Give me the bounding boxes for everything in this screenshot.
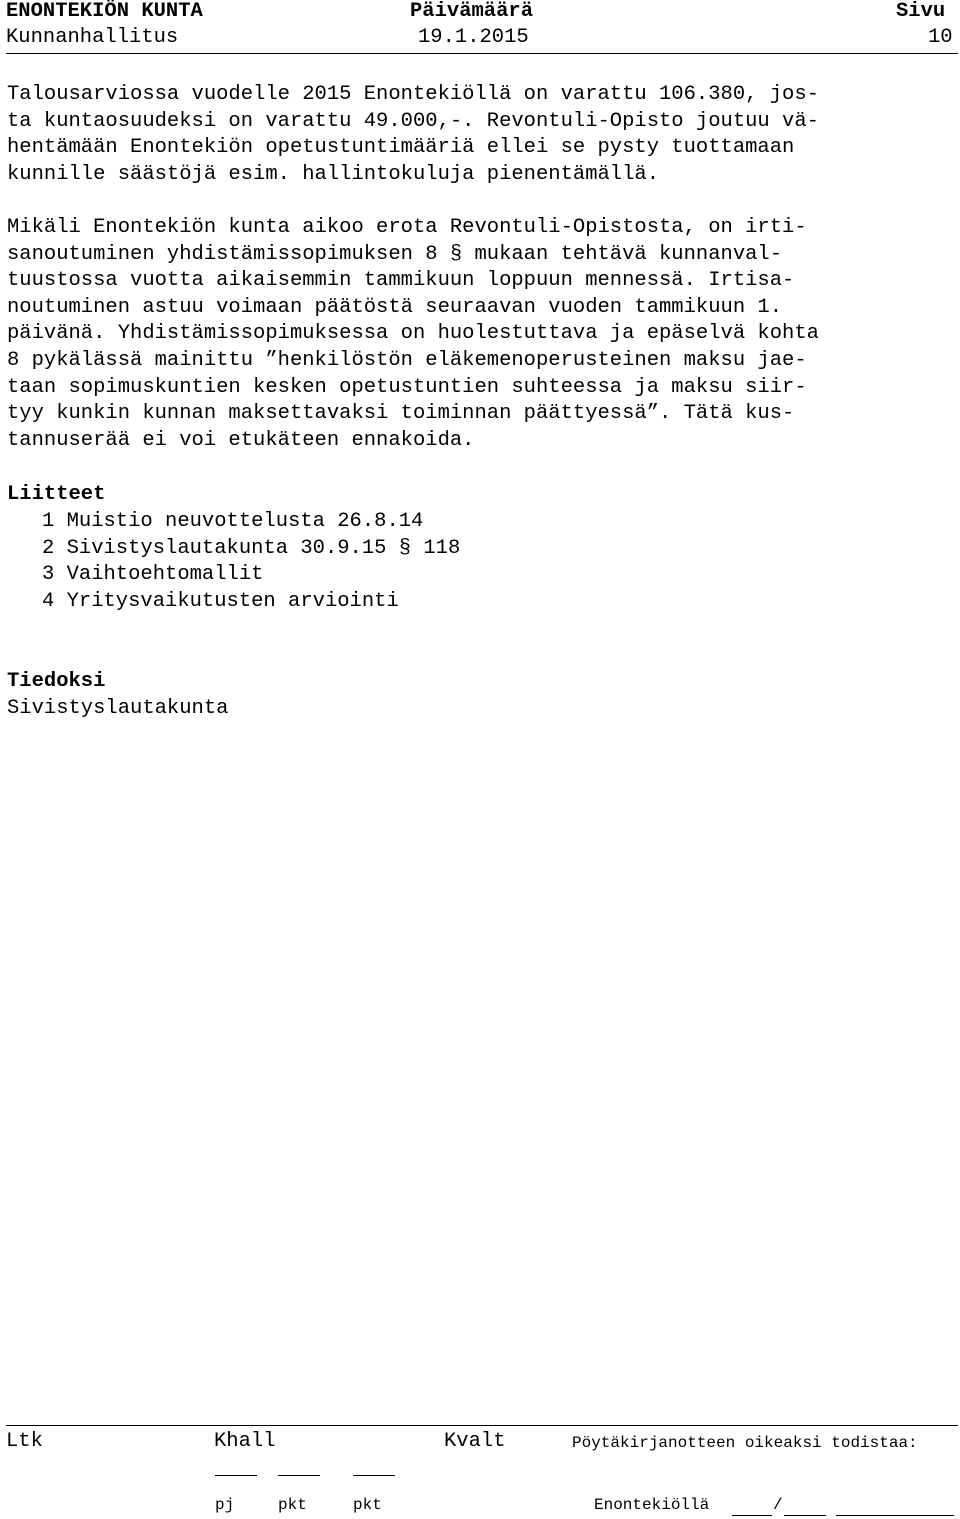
org-name: ENONTEKIÖN KUNTA — [6, 0, 203, 23]
text-line: kunnille säästöjä esim. hallintokuluja pienentämällä. — [7, 162, 660, 186]
date-label: Päivämäärä — [410, 0, 534, 23]
page-label: Sivu — [896, 0, 946, 23]
footer-pkt: pkt — [278, 1496, 307, 1514]
text-line: tuustossa vuotta aikaisemmin tammikuun loppuun mennessä. Irtisa- — [7, 269, 795, 293]
text-line: 8 pykälässä mainittu ”henkilöstön eläkemenoperusteinen maksu jae- — [7, 348, 807, 372]
date-month-blank — [784, 1515, 826, 1516]
text-line: noutuminen astuu voimaan päätöstä seuraavan vuoden tammikuun 1. — [7, 295, 783, 319]
attachment-item: 4 Yritysvaikutusten arviointi — [42, 589, 399, 613]
attachment-item: 1 Muistio neuvottelusta 26.8.14 — [42, 510, 424, 533]
paragraph-budget — [7, 82, 819, 188]
header-rule — [6, 53, 958, 54]
footer-certify: Pöytäkirjanotteen oikeaksi todistaa: — [572, 1434, 918, 1452]
signature-blank — [278, 1475, 320, 1476]
page-number: 10 — [928, 26, 953, 49]
date-day-blank — [732, 1515, 772, 1516]
text-line: päivänä. Yhdistämissopimuksessa on huolestuttava ja epäselvä kohta — [7, 322, 819, 346]
attachments-heading: Liitteet — [7, 483, 106, 506]
footer-rule — [6, 1425, 958, 1426]
text-line: hentämään Enontekiön opetustuntimääriä ellei se pysty tuottamaan — [7, 136, 795, 160]
text-line: sanoutuminen yhdistämissopimuksen 8 § mukaan tehtävä kunnanval- — [7, 242, 783, 266]
footer-place: Enontekiöllä — [594, 1496, 710, 1514]
footer-kvalt: Kvalt — [444, 1430, 506, 1453]
paragraph-resignation — [7, 215, 819, 454]
text-line: Mikäli Enontekiön kunta aikoo erota Revontuli-Opistosta, on irti- — [7, 216, 807, 239]
signature-blank — [353, 1475, 395, 1476]
footer-ltk: Ltk — [6, 1430, 43, 1453]
meeting-date: 19.1.2015 — [418, 26, 529, 49]
notify-recipient: Sivistyslautakunta — [7, 697, 229, 720]
text-line: Talousarviossa vuodelle 2015 Enontekiöllä on varattu 106.380, jos- — [7, 83, 819, 106]
attachments-list — [42, 509, 460, 615]
footer-khall: Khall — [214, 1430, 276, 1453]
signature-blank — [215, 1475, 257, 1476]
attachment-item: 2 Sivistyslautakunta 30.9.15 § 118 — [42, 536, 461, 560]
footer-slash: / — [773, 1496, 783, 1514]
text-line: tannuserää ei voi etukäteen ennakoida. — [7, 428, 475, 452]
footer-pkt: pkt — [353, 1496, 382, 1514]
text-line: tyy kunkin kunnan maksettavaksi toiminnan päättyessä”. Tätä kus- — [7, 402, 795, 426]
text-line: taan sopimuskuntien kesken opetustuntien suhteessa ja maksu siir- — [7, 375, 807, 399]
signature-line — [836, 1515, 954, 1516]
body-name: Kunnanhallitus — [6, 26, 179, 49]
attachment-item: 3 Vaihtoehtomallit — [42, 563, 264, 587]
text-line: ta kuntaosuudeksi on varattu 49.000,-. Revontuli-Opisto joutuu vä- — [7, 109, 819, 133]
notify-heading: Tiedoksi — [7, 670, 106, 693]
footer-pj: pj — [215, 1496, 235, 1514]
